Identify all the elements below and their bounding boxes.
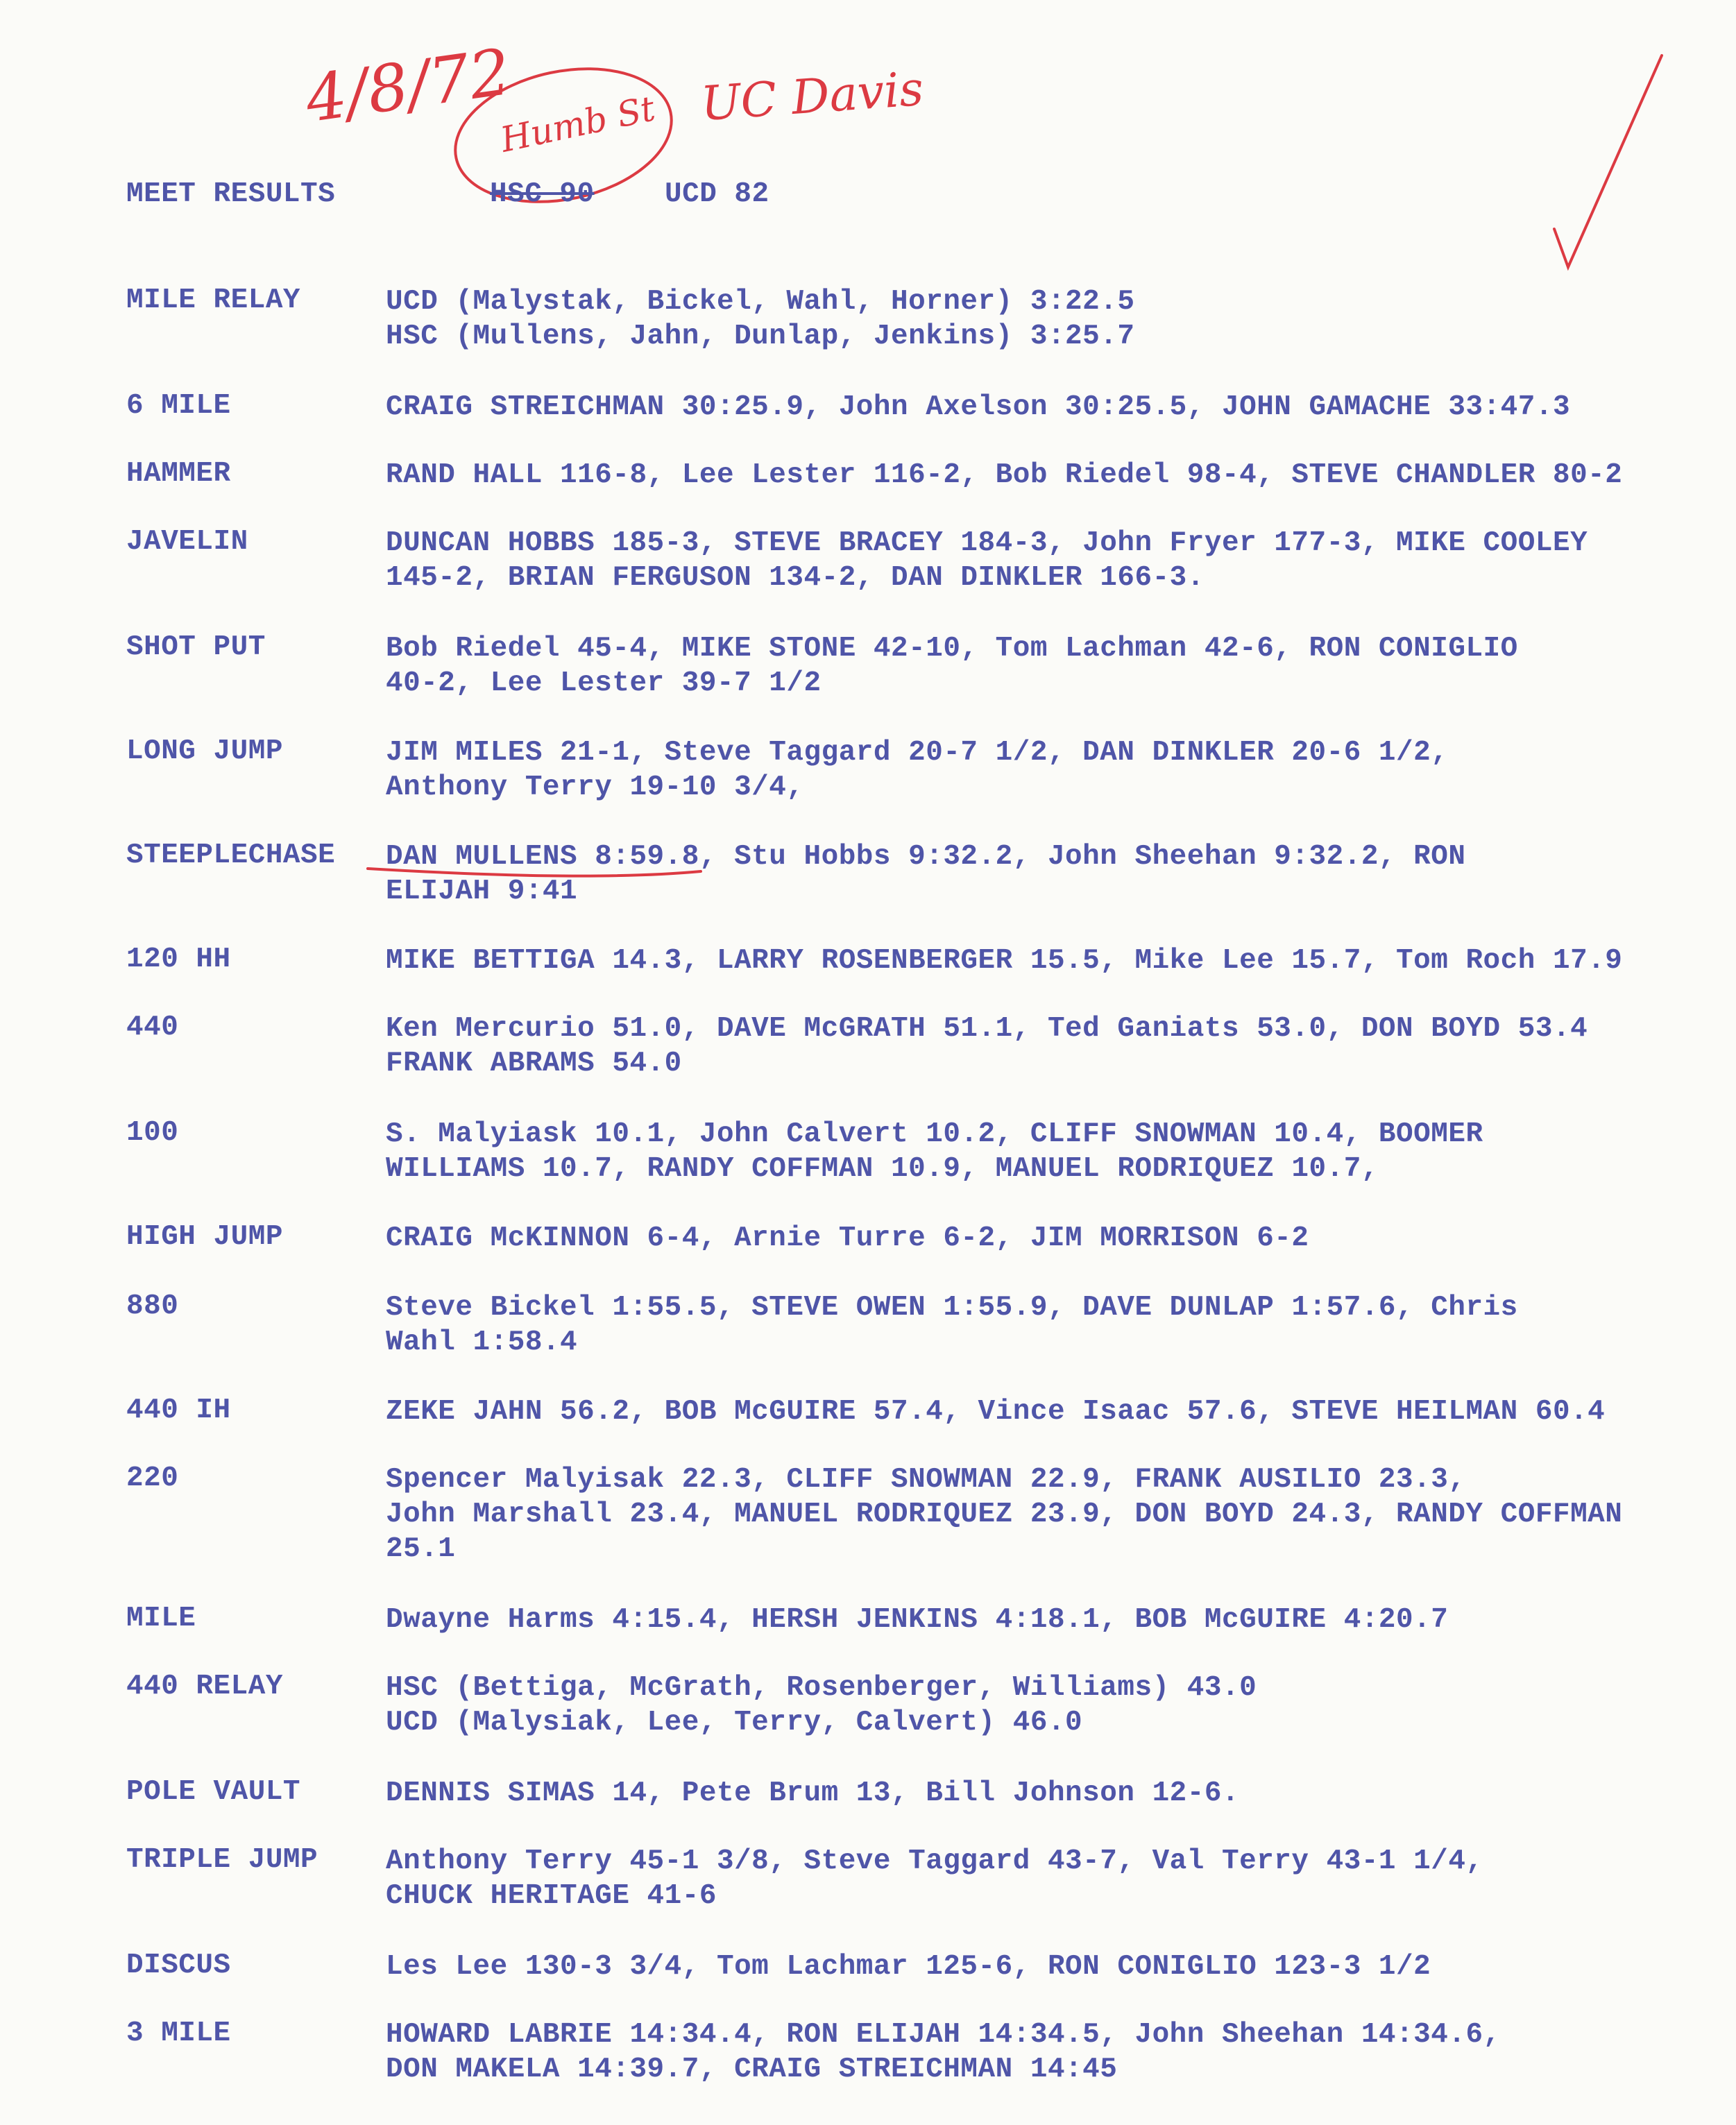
event-result-line: S. Malyiask 10.1, John Calvert 10.2, CLIFF SNOWMAN 10.4, BOOMER xyxy=(386,1118,1483,1150)
hsc-score: HSC 90 xyxy=(490,178,595,210)
event-name: LONG JUMP xyxy=(126,735,283,767)
event-result-line: DON MAKELA 14:39.7, CRAIG STREICHMAN 14:45 xyxy=(386,2054,1118,2085)
event-name: 440 RELAY xyxy=(126,1671,283,1702)
event-result-line: 145-2, BRIAN FERGUSON 134-2, DAN DINKLER 166-3. xyxy=(386,562,1205,594)
event-result-line: HSC (Mullens, Jahn, Dunlap, Jenkins) 3:25.7 xyxy=(386,321,1135,352)
event-result-line: Anthony Terry 45-1 3/8, Steve Taggard 43-7, Val Terry 43-1 1/4, xyxy=(386,1845,1483,1877)
event-result-line: Bob Riedel 45-4, MIKE STONE 42-10, Tom Lachman 42-6, RON CONIGLIO xyxy=(386,633,1518,665)
event-name: 6 MILE xyxy=(126,390,231,422)
handwritten-school-circled: Humb St xyxy=(497,88,659,160)
event-name: 440 IH xyxy=(126,1394,231,1426)
event-result-line: UCD (Malystak, Bickel, Wahl, Horner) 3:22.5 xyxy=(386,286,1135,318)
event-result-line: JIM MILES 21-1, Steve Taggard 20-7 1/2, DAN DINKLER 20-6 1/2, xyxy=(386,737,1449,769)
event-result-line: ZEKE JAHN 56.2, BOB McGUIRE 57.4, Vince Isaac 57.6, STEVE HEILMAN 60.4 xyxy=(386,1396,1606,1428)
event-result-line: 40-2, Lee Lester 39-7 1/2 xyxy=(386,667,822,699)
event-name: TRIPLE JUMP xyxy=(126,1844,318,1876)
event-result-line: Anthony Terry 19-10 3/4, xyxy=(386,771,804,803)
event-result-line: 25.1 xyxy=(386,1533,456,1565)
checkmark-icon xyxy=(1554,56,1662,267)
event-result-line: HSC (Bettiga, McGrath, Rosenberger, Williams) 43.0 xyxy=(386,1672,1257,1704)
handwritten-date: 4/8/72 xyxy=(300,34,516,137)
event-name: DISCUS xyxy=(126,1949,231,1981)
event-name: HIGH JUMP xyxy=(126,1221,283,1253)
event-name: STEEPLECHASE xyxy=(126,839,336,871)
event-result-line: ELIJAH 9:41 xyxy=(386,876,578,907)
event-name: 100 xyxy=(126,1117,179,1149)
event-name: 880 xyxy=(126,1290,179,1322)
event-result-line: John Marshall 23.4, MANUEL RODRIQUEZ 23.9, DON BOYD 24.3, RANDY COFFMAN xyxy=(386,1499,1623,1530)
handwritten-opponent: UC Davis xyxy=(699,61,926,133)
event-name: HAMMER xyxy=(126,458,231,490)
event-result-line: Ken Mercurio 51.0, DAVE McGRATH 51.1, Ted Ganiats 53.0, DON BOYD 53.4 xyxy=(386,1013,1588,1045)
event-name: 440 xyxy=(126,1012,179,1043)
event-name: JAVELIN xyxy=(126,526,248,558)
event-result-line: CRAIG STREICHMAN 30:25.9, John Axelson 30:25.5, JOHN GAMACHE 33:47.3 xyxy=(386,391,1571,423)
event-result-line: CHUCK HERITAGE 41-6 xyxy=(386,1880,717,1912)
event-result-line: Steve Bickel 1:55.5, STEVE OWEN 1:55.9, DAVE DUNLAP 1:57.6, Chris xyxy=(386,1292,1518,1324)
event-result-line: CRAIG McKINNON 6-4, Arnie Turre 6-2, JIM MORRISON 6-2 xyxy=(386,1222,1309,1254)
event-result-line: Dwayne Harms 4:15.4, HERSH JENKINS 4:18.1, BOB McGUIRE 4:20.7 xyxy=(386,1604,1449,1636)
event-name: SHOT PUT xyxy=(126,631,266,663)
event-result-line: DUNCAN HOBBS 185-3, STEVE BRACEY 184-3, John Fryer 177-3, MIKE COOLEY xyxy=(386,527,1588,559)
event-name: MILE xyxy=(126,1603,196,1635)
event-name: POLE VAULT xyxy=(126,1776,301,1808)
event-name: 120 HH xyxy=(126,944,231,975)
ucd-score: UCD 82 xyxy=(665,178,769,210)
event-result-line: MIKE BETTIGA 14.3, LARRY ROSENBERGER 15.5, Mike Lee 15.7, Tom Roch 17.9 xyxy=(386,945,1623,977)
event-result-line: WILLIAMS 10.7, RANDY COFFMAN 10.9, MANUEL RODRIQUEZ 10.7, xyxy=(386,1153,1379,1185)
event-result-line: DAN MULLENS 8:59.8, Stu Hobbs 9:32.2, John Sheehan 9:32.2, RON xyxy=(386,841,1466,873)
event-result-line: UCD (Malysiak, Lee, Terry, Calvert) 46.0 xyxy=(386,1707,1083,1739)
page-title: MEET RESULTS xyxy=(126,178,336,210)
event-result-line: Spencer Malyisak 22.3, CLIFF SNOWMAN 22.9, FRANK AUSILIO 23.3, xyxy=(386,1464,1466,1496)
event-result-line: Wahl 1:58.4 xyxy=(386,1326,578,1358)
event-result-line: RAND HALL 116-8, Lee Lester 116-2, Bob Riedel 98-4, STEVE CHANDLER 80-2 xyxy=(386,459,1623,491)
event-result-line: FRANK ABRAMS 54.0 xyxy=(386,1048,682,1079)
event-name: MILE RELAY xyxy=(126,284,301,316)
event-name: 3 MILE xyxy=(126,2017,231,2049)
event-name: 220 xyxy=(126,1462,179,1494)
event-result-line: Les Lee 130-3 3/4, Tom Lachmar 125-6, RON CONIGLIO 123-3 1/2 xyxy=(386,1951,1431,1983)
event-result-line: HOWARD LABRIE 14:34.4, RON ELIJAH 14:34.5, John Sheehan 14:34.6, xyxy=(386,2019,1501,2051)
event-result-line: DENNIS SIMAS 14, Pete Brum 13, Bill Johnson 12-6. xyxy=(386,1777,1240,1809)
